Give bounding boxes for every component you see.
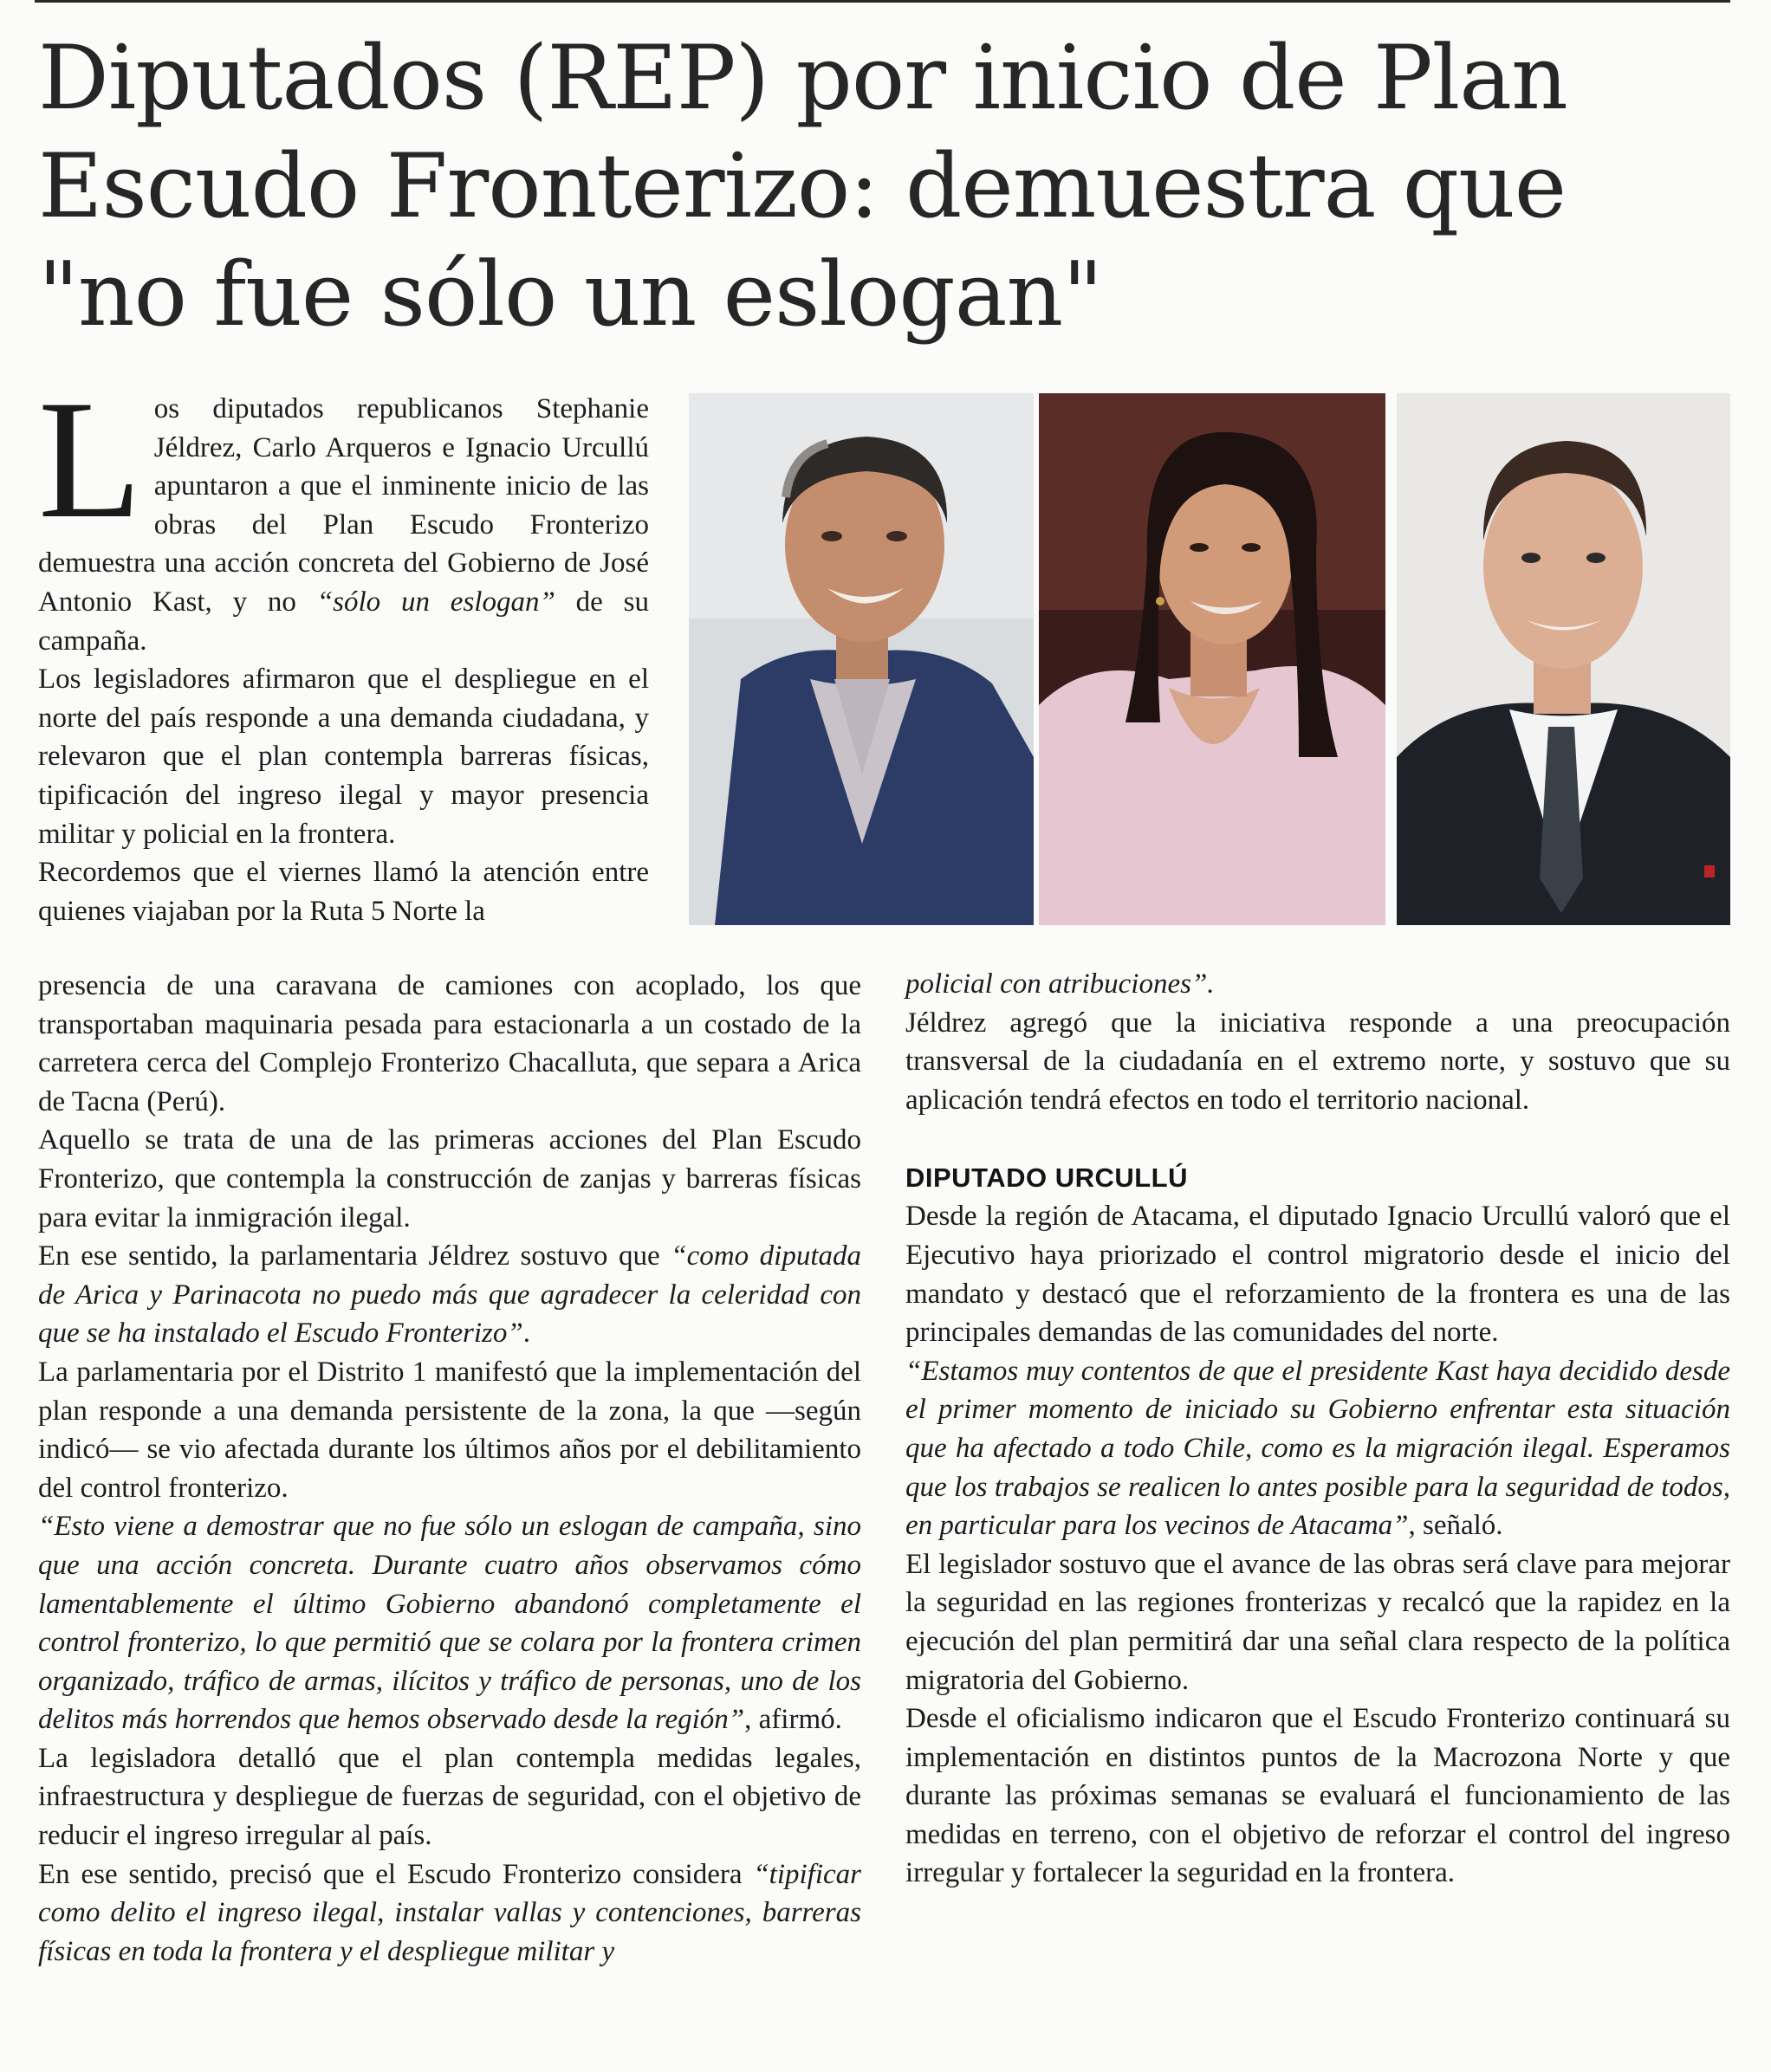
paragraph-12: [905, 1352, 1730, 1545]
paragraph-10: Jéldrez agregó que la iniciativa responde a una preocupación transversal de la ciudadanía en el extremo norte, y sostuvo que su aplicación tendrá efectos en todo el territorio nacional.: [905, 1007, 1730, 1116]
man-dark-suit-photo: [1397, 393, 1730, 925]
article-headline: [38, 24, 1728, 349]
paragraph-7: [38, 1507, 861, 1739]
article-column-left: [38, 967, 861, 1971]
paragraph-1-text: os diputados republicanos Stephanie Jéldrez, Carlo Arqueros e Ignacio Urcullú apuntaron a que el inminente inicio de las obras del Plan Escudo Fronterizo demuestra una acción concreta del Gobierno de José Antonio Kast, y no: [38, 393, 649, 618]
article-column-intro: [38, 366, 649, 930]
paragraph-5: [38, 1237, 861, 1353]
paragraph-13: El legislador sostuvo que el avance de las obras será clave para mejorar la seguridad en las regiones fronterizas y recalcó que la rapidez en la ejecución del plan permitirá dar una señal clara respecto de la política migratoria del Gobierno.: [905, 1548, 1730, 1696]
paragraph-5-text: En ese sentido, la parlamentaria Jéldrez sostuvo que: [38, 1240, 671, 1272]
paragraph-14: Desde el oficialismo indicaron que el Escudo Fronterizo continuará su implementación en distintos puntos de la Macrozona Norte y que durante las próximas semanas se evaluará el funcionamiento de las medidas en terreno, con el objetivo de reforzar el control del ingreso irregular y fortalecer la seguridad en la frontera.: [905, 1703, 1730, 1889]
paragraph-6: La parlamentaria por el Distrito 1 manifestó que la implementación del plan responde a una demanda persistente de la zona, la que —según indicó— se vio afectada durante los últimos años por el debilitamiento del control fronterizo.: [38, 1356, 861, 1504]
paragraph-11: Desde la región de Atacama, el diputado Ignacio Urcullú valoró que el Ejecutivo haya priorizado el control migratorio desde el inicio del mandato y destacó que el reforzamiento de la frontera es una de las principales demandas de las comunidades del norte.: [905, 1201, 1730, 1349]
article-column-right: [905, 965, 1730, 1893]
woman-pink-blazer-photo: [1039, 393, 1385, 925]
drop-cap: L: [38, 366, 142, 554]
paragraph-1-quote: “sólo un eslogan”: [316, 586, 555, 618]
paragraph-5-tail: .: [522, 1318, 530, 1350]
paragraph-12-quote: “Estamos muy contentos de que el presidente Kast haya decidido desde el primer momento de iniciado su Gobierno enfrentar esta situación que ha afectado a todo Chile, como es la migración ilegal. Esperamos que los trabajos se realicen lo antes posible para la seguridad de todos, en particular para los vecinos de Atacama”: [905, 1355, 1730, 1542]
headline-line-2: Escudo Fronterizo: demuestra que: [38, 135, 1567, 238]
paragraph-5-quote: “como diputada de Arica y Parinacota no puedo más que agradecer la celeridad con que se ha instalado el Escudo Fronterizo”: [38, 1240, 862, 1350]
section-subhead: DIPUTADO URCULLÚ: [905, 1162, 1189, 1194]
headline-line-3: "no fue sólo un eslogan": [38, 243, 1103, 346]
paragraph-7-quote: “Esto viene a demostrar que no fue sólo un eslogan de campaña, sino que una acción concreta. Durante cuatro años observamos cómo lamentablemente el último Gobierno abandonó completamente el control fronterizo, lo que permitió que se colara por la frontera crimen organizado, tráfico de armas, ilícitos y tráfico de personas, uno de los delitos más horrendos que hemos observado desde la región”: [38, 1511, 861, 1736]
paragraph-9-continued: policial con atribuciones”.: [905, 968, 1215, 1000]
paragraph-2: Los legisladores afirmaron que el despliegue en el norte del país responde a una demanda ciudadana, y relevaron que el plan contempla barreras físicas, tipificación del ingreso ilegal y mayor presencia militar y policial en la frontera.: [38, 664, 649, 850]
paragraph-9-text: En ese sentido, precisó que el Escudo Fronterizo considera: [38, 1858, 754, 1890]
paragraph-12-tail: , señaló.: [1408, 1510, 1503, 1542]
man-gray-hair-photo: [689, 393, 1034, 925]
paragraph-9: [38, 1855, 861, 1972]
paragraph-3: Recordemos que el viernes llamó la atención entre quienes viajaban por la Ruta 5 Norte la: [38, 857, 649, 927]
paragraph-3-continued: presencia de una caravana de camiones con acoplado, los que transportaban maquinaria pesada para estacionarla a un costado de la carretera cerca del Complejo Fronterizo Chacalluta, que separa a Arica de Tacna (Perú).: [38, 970, 861, 1117]
top-rule: [35, 0, 1730, 3]
headline-line-1: Diputados (REP) por inicio de Plan: [38, 27, 1567, 130]
paragraph-1-tail: de su campaña.: [38, 586, 649, 657]
photo-strip: [689, 393, 1730, 925]
paragraph-7-tail: , afirmó.: [744, 1704, 842, 1736]
paragraph-9-quote: “tipificar como delito el ingreso ilegal, instalar vallas y contenciones, barreras físicas en toda la frontera y el despliegue militar y: [38, 1858, 861, 1967]
paragraph-4: Aquello se trata de una de las primeras acciones del Plan Escudo Fronterizo, que contempla la construcción de zanjas y barreras físicas para evitar la inmigración ilegal.: [38, 1124, 861, 1233]
paragraph-8: La legisladora detalló que el plan contempla medidas legales, infraestructura y despliegue de fuerzas de seguridad, con el objetivo de reducir el ingreso irregular al país.: [38, 1742, 861, 1852]
